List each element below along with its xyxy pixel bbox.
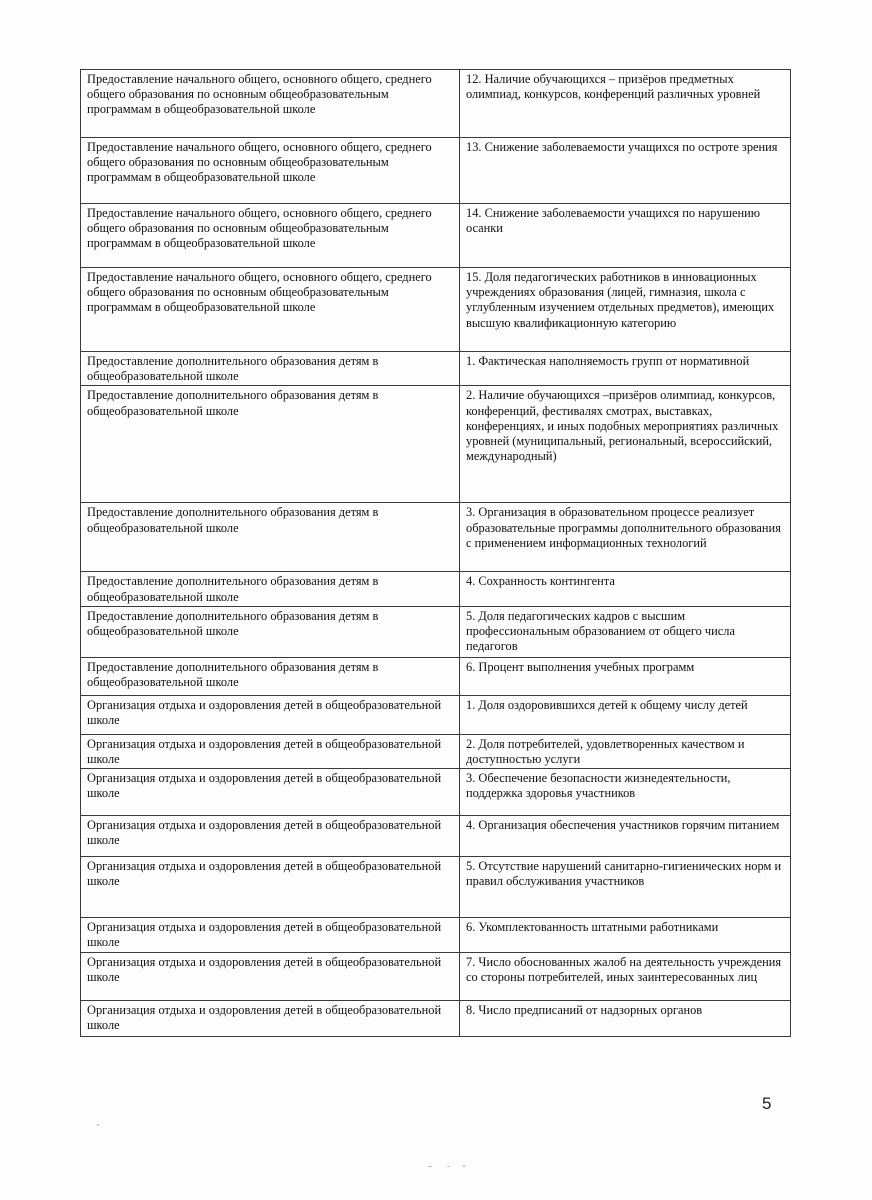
indicator-cell: 2. Доля потребителей, удовлетворенных качеством и доступностью услуги [460, 734, 791, 768]
service-cell: Организация отдыха и оздоровления детей в общеобразовательной школе [81, 734, 460, 768]
indicator-cell: 2. Наличие обучающихся –призёров олимпиад, конкурсов, конференций, фестивалях смотрах, выставках, конференциях, и иных подобных мероприятиях различных уровней (муниципальный, региональный, всероссийский, международный) [460, 386, 791, 503]
service-cell: Организация отдыха и оздоровления детей в общеобразовательной школе [81, 769, 460, 816]
service-cell: Предоставление дополнительного образования детям в общеобразовательной школе [81, 386, 460, 503]
service-cell: Предоставление начального общего, основного общего, среднего общего образования по основным общеобразовательным программам в общеобразовательной школе [81, 138, 460, 204]
indicator-cell: 12. Наличие обучающихся – призёров предметных олимпиад, конкурсов, конференций различных уровней [460, 70, 791, 138]
table-row [81, 386, 791, 503]
indicator-cell: 4. Организация обеспечения участников горячим питанием [460, 816, 791, 857]
service-cell: Предоставление начального общего, основного общего, среднего общего образования по основным общеобразовательным программам в общеобразовательной школе [81, 70, 460, 138]
table-row [81, 918, 791, 952]
scan-speck [447, 1166, 450, 1167]
service-cell: Организация отдыха и оздоровления детей в общеобразовательной школе [81, 918, 460, 952]
table-row [81, 352, 791, 386]
scan-speck [97, 1124, 99, 1126]
table-row [81, 268, 791, 352]
service-cell: Организация отдыха и оздоровления детей в общеобразовательной школе [81, 952, 460, 1000]
service-cell: Организация отдыха и оздоровления детей в общеобразовательной школе [81, 857, 460, 918]
table-row [81, 138, 791, 204]
page-number: 5 [762, 1094, 772, 1113]
table-row [81, 952, 791, 1000]
table-row [81, 70, 791, 138]
indicator-cell: 3. Обеспечение безопасности жизнедеятельности, поддержка здоровья участников [460, 769, 791, 816]
service-cell: Предоставление дополнительного образования детям в общеобразовательной школе [81, 503, 460, 572]
table-row [81, 204, 791, 268]
indicator-cell: 5. Доля педагогических кадров с высшим профессиональным образованием от общего числа педагогов [460, 606, 791, 657]
service-cell: Предоставление начального общего, основного общего, среднего общего образования по основным общеобразовательным программам в общеобразовательной школе [81, 268, 460, 352]
table-row [81, 857, 791, 918]
indicator-cell: 8. Число предписаний от надзорных органов [460, 1000, 791, 1036]
indicator-cell: 15. Доля педагогических работников в инновационных учреждениях образования (лицей, гимназия, школа с углубленным изучением отдельных предметов), имеющих высшую квалификационную категорию [460, 268, 791, 352]
table-row [81, 572, 791, 606]
table-row [81, 769, 791, 816]
indicator-cell: 1. Доля оздоровившихся детей к общему числу детей [460, 695, 791, 734]
service-cell: Предоставление дополнительного образования детям в общеобразовательной школе [81, 657, 460, 695]
indicator-cell: 6. Процент выполнения учебных программ [460, 657, 791, 695]
indicator-cell: 14. Снижение заболеваемости учащихся по нарушению осанки [460, 204, 791, 268]
service-cell: Предоставление дополнительного образования детям в общеобразовательной школе [81, 352, 460, 386]
service-cell: Предоставление дополнительного образования детям в общеобразовательной школе [81, 572, 460, 606]
table-row [81, 734, 791, 768]
scan-speck [463, 1165, 465, 1167]
service-cell: Предоставление начального общего, основного общего, среднего общего образования по основным общеобразовательным программам в общеобразовательной школе [81, 204, 460, 268]
indicator-cell: 1. Фактическая наполняемость групп от нормативной [460, 352, 791, 386]
scan-speck [428, 1166, 432, 1167]
service-cell: Организация отдыха и оздоровления детей в общеобразовательной школе [81, 816, 460, 857]
services-indicators-table [80, 69, 791, 1037]
table-row [81, 695, 791, 734]
indicator-cell: 6. Укомплектованность штатными работниками [460, 918, 791, 952]
table-row [81, 503, 791, 572]
service-cell: Предоставление дополнительного образования детям в общеобразовательной школе [81, 606, 460, 657]
table-row [81, 657, 791, 695]
service-cell: Организация отдыха и оздоровления детей в общеобразовательной школе [81, 695, 460, 734]
indicator-cell: 3. Организация в образовательном процессе реализует образовательные программы дополнительного образования с применением информационных технологий [460, 503, 791, 572]
table-row [81, 1000, 791, 1036]
indicator-cell: 4. Сохранность контингента [460, 572, 791, 606]
indicator-cell: 13. Снижение заболеваемости учащихся по остроте зрения [460, 138, 791, 204]
table-row [81, 816, 791, 857]
indicator-cell: 5. Отсутствие нарушений санитарно-гигиенических норм и правил обслуживания участников [460, 857, 791, 918]
indicator-cell: 7. Число обоснованных жалоб на деятельность учреждения со стороны потребителей, иных заинтересованных лиц [460, 952, 791, 1000]
service-cell: Организация отдыха и оздоровления детей в общеобразовательной школе [81, 1000, 460, 1036]
table-row [81, 606, 791, 657]
